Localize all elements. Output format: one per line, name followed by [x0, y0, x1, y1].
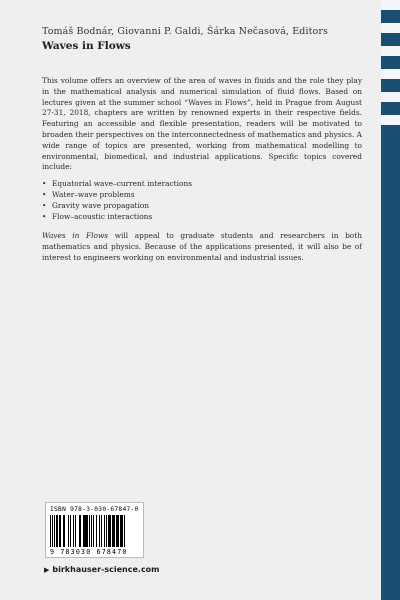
- barcode-bars: [50, 515, 139, 547]
- list-item: • Equatorial wave–current interactions: [42, 179, 193, 189]
- bullet-icon: •: [42, 189, 47, 199]
- bullet-icon: •: [42, 179, 47, 189]
- list-item: • Flow–acoustic interactions: [42, 211, 153, 221]
- book-title: Waves in Flows: [42, 40, 131, 52]
- topics-list: [42, 179, 362, 222]
- audience-text: will appeal to graduate students and researchers in both mathematics and physics. Because of the applications presented, it will also be of interest to engineers working on environmental and industrial issues.: [42, 231, 362, 262]
- editors-line: Tomáš Bodnár, Giovanni P. Galdi, Šárka Nečasová, Editors: [42, 26, 328, 37]
- bullet-icon: •: [42, 211, 47, 221]
- list-item: • Water–wave problems: [42, 189, 135, 199]
- barcode-digits: 9 783030 678470: [50, 548, 128, 556]
- isbn-number: ISBN 978-3-030-67847-0: [50, 506, 139, 513]
- arrow-right-icon: ▶: [44, 565, 50, 574]
- description-paragraph: This volume offers an overview of the area of waves in fluids and the role they play in the mathematical analysis and numerical simulation of fluid flows. Based on lectures given at the summer school “Waves in Flows”, held in Prague from August 27-31, 2018, chapters are written by renowned experts in their respective fields. Featuring an accessible and flexible presentation, readers will be motivated to broaden their perspectives on the interconnectedness of mathematics and physics. A wide range of topics are presented, working from mathematical modelling to environmental, biomedical, and industrial applications. Specific topics covered include:: [42, 76, 362, 172]
- isbn-barcode: [45, 502, 144, 558]
- list-item: • Gravity wave propagation: [42, 200, 150, 210]
- audience-paragraph: [42, 231, 362, 263]
- cover-text: [42, 26, 362, 264]
- publisher-url[interactable]: [44, 565, 160, 574]
- spine-stripes: [381, 0, 400, 150]
- bullet-icon: •: [42, 200, 47, 210]
- audience-title: Waves in Flows: [42, 231, 109, 241]
- publisher-url-text: birkhauser-science.com: [52, 565, 160, 574]
